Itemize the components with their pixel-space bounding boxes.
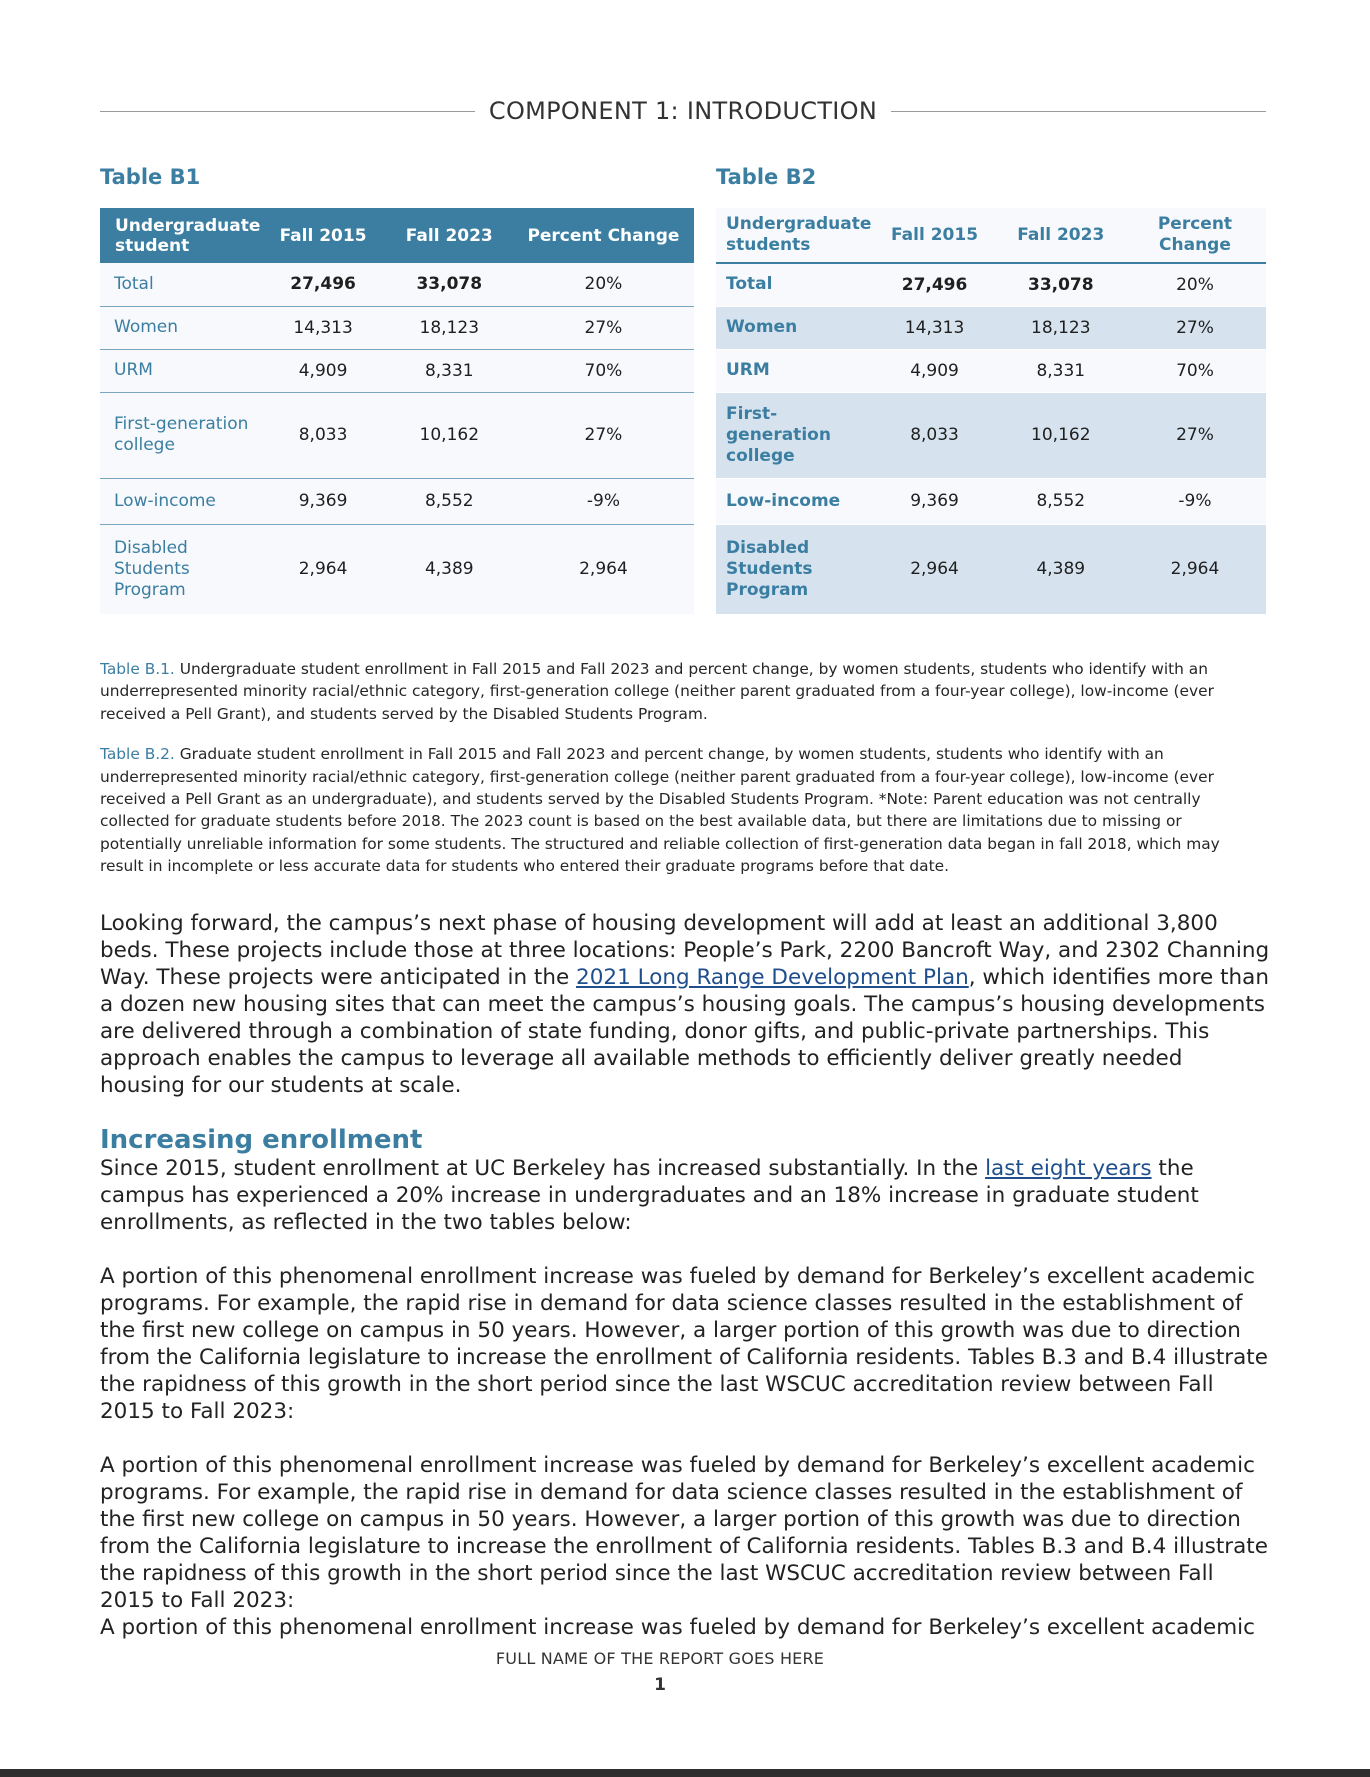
- table-cell: 9,369: [871, 478, 997, 524]
- section-heading-increasing-enrollment: Increasing enrollment: [100, 1125, 423, 1155]
- table-cell: 14,313: [871, 306, 997, 349]
- table-cell: 10,162: [998, 392, 1124, 478]
- table-cell: 4,389: [998, 524, 1124, 614]
- table-row: [716, 478, 1266, 524]
- row-label: First-generation college: [716, 392, 871, 478]
- table-b2-title: Table B2: [716, 165, 817, 189]
- table-cell: 33,078: [386, 263, 513, 306]
- footer-report-name: FULL NAME OF THE REPORT GOES HERE: [495, 1649, 825, 1668]
- paragraph-text: , which identifies more than a dozen new housing sites that can meet the campus’s housing goals. The campus’s housing developments are delivered through a combination of state funding, donor gifts, and public-private partnerships. This approach enables the campus to leverage all available methods to efficiently deliver greatly needed housing for our students at scale.: [100, 965, 1269, 1098]
- paragraph-text: the campus has experienced a 20% increase in undergraduates and an 18% increase in graduate student enrollments, as reflected in the two tables below:: [100, 1156, 1199, 1235]
- table-cell: 27%: [513, 392, 694, 478]
- table-b2-block: [716, 163, 1266, 615]
- table-row: [716, 349, 1266, 392]
- link-long-range-plan[interactable]: 2021 Long Range Development Plan: [576, 965, 969, 990]
- header-rule-right: [891, 111, 1266, 112]
- row-label: Low-income: [716, 478, 871, 524]
- table-cell: 4,389: [424, 559, 474, 580]
- table-row: [716, 263, 1266, 306]
- table-row: [100, 349, 694, 392]
- table-row: [716, 392, 1266, 478]
- row-label: Women: [716, 306, 871, 349]
- table-header-row: [100, 208, 694, 263]
- table-header-row: [716, 208, 1266, 263]
- table-cell: -9%: [513, 478, 694, 524]
- table-cell: 8,331: [998, 349, 1124, 392]
- table-cell: 4,909: [871, 349, 997, 392]
- table-row: [716, 306, 1266, 349]
- column-header: Fall 2015: [260, 208, 385, 263]
- row-label: First-generation college: [100, 392, 260, 478]
- page-header: [100, 96, 1266, 126]
- table-cell: 9,369: [260, 478, 385, 524]
- table-row: [100, 263, 694, 306]
- table-cell: 33,078: [998, 263, 1124, 306]
- table-b2: [716, 208, 1266, 615]
- table-cell: 27%: [1124, 392, 1266, 478]
- paragraph-text: Looking forward, the campus’s next phase of housing development will add at least an additional 3,800 beds. These projects include those at three locations: People’s Park, 2200 Bancroft Way, and 2302 Channing Way. These projects were anticipated in the: [100, 911, 1270, 990]
- table-cell: 2,964: [298, 559, 348, 580]
- table-row: [100, 306, 694, 349]
- page-footer: [0, 1648, 1370, 1695]
- table-b1-block: [100, 163, 694, 614]
- column-header: Percent Change: [1124, 208, 1266, 263]
- paragraph-enrollment: [100, 1155, 1272, 1236]
- caption-b1-text: Undergraduate student enrollment in Fall 2015 and Fall 2023 and percent change, by women students, students who identify with an underrepresented minority racial/ethnic category, first-generation college (neither parent graduated from a four-year college), low-income (ever received a Pell Grant), and students served by the Disabled Students Program.: [100, 660, 1214, 723]
- table-cell: 70%: [1124, 349, 1266, 392]
- table-cell: 2,964: [871, 524, 997, 614]
- table-cell: 14,313: [260, 306, 385, 349]
- table-cell: 8,552: [386, 478, 513, 524]
- table-cell: -9%: [1124, 478, 1266, 524]
- column-header: Fall 2015: [871, 208, 997, 263]
- table-cell: 2,964: [579, 559, 628, 580]
- table-cell: 27%: [1124, 306, 1266, 349]
- column-header: Undergraduate students: [716, 208, 871, 263]
- table-cell: 27%: [513, 306, 694, 349]
- caption-b2-label: Table B.2.: [100, 745, 175, 764]
- body-text: [100, 910, 1272, 1641]
- row-label: Disabled Students Program: [114, 537, 190, 600]
- row-label: URM: [716, 349, 871, 392]
- page-number: 1: [654, 1675, 666, 1695]
- column-header: Fall 2023: [998, 208, 1124, 263]
- table-cell: 8,552: [998, 478, 1124, 524]
- viewer-bottom-bar: [0, 1769, 1370, 1777]
- paragraph-phenomenal-3: A portion of this phenomenal enrollment increase was fueled by demand for Berkeley’s excellent academic: [100, 1615, 1255, 1640]
- paragraph-phenomenal-1: A portion of this phenomenal enrollment increase was fueled by demand for Berkeley’s excellent academic programs. For example, the rapid rise in demand for data science classes resulted in the establishment of the first new college on campus in 50 years. However, a larger portion of this growth was due to direction from the California legislature to increase the enrollment of California residents. Tables B.3 and B.4 illustrate the rapidness of this growth in the short period since the last WSCUC accreditation review between Fall 2015 to Fall 2023:: [100, 1264, 1268, 1424]
- table-cell: 27,496: [871, 263, 997, 306]
- table-cell: 8,033: [871, 392, 997, 478]
- table-row: [100, 392, 694, 478]
- row-label: Disabled Students Program: [716, 524, 871, 614]
- column-header: Undergraduate student: [100, 208, 260, 263]
- table-b1-title: Table B1: [100, 165, 201, 189]
- link-last-eight-years[interactable]: last eight years: [985, 1156, 1152, 1181]
- header-rule-left: [100, 111, 475, 112]
- table-cell: 20%: [1124, 263, 1266, 306]
- table-cell: 8,331: [386, 349, 513, 392]
- row-label: Total: [100, 263, 260, 306]
- table-cell: 27,496: [260, 263, 385, 306]
- table-row: [100, 524, 694, 614]
- row-label: Women: [100, 306, 260, 349]
- table-captions: [100, 658, 1266, 896]
- table-cell: 18,123: [998, 306, 1124, 349]
- caption-b1: [100, 658, 1266, 725]
- table-b1: [100, 208, 694, 614]
- caption-b1-label: Table B.1.: [100, 660, 175, 678]
- table-cell: 2,964: [1124, 524, 1266, 614]
- row-label: URM: [100, 349, 260, 392]
- row-label: Total: [716, 263, 871, 306]
- table-row: [100, 478, 694, 524]
- column-header: Fall 2023: [386, 208, 513, 263]
- table-cell: 18,123: [386, 306, 513, 349]
- caption-b2: [100, 743, 1266, 877]
- caption-b2-text: Graduate student enrollment in Fall 2015 and Fall 2023 and percent change, by women students, students who identify with an underrepresented minority racial/ethnic category, first-generation college (neither parent graduated from a four-year college), low-income (ever received a Pell Grant as an undergraduate), and students served by the Disabled Students Program. *Note: Parent education was not centrally collected for graduate students before 2018. The 2023 count is based on the best available data, but there are limitations due to missing or potentially unreliable information for some students. The structured and reliable collection of first-generation data began in fall 2018, which may result in incomplete or less accurate data for students who entered their graduate programs before that date.: [100, 745, 1220, 876]
- paragraph-phenomenal-2: A portion of this phenomenal enrollment increase was fueled by demand for Berkeley’s excellent academic programs. For example, the rapid rise in demand for data science classes resulted in the establishment of the first new college on campus in 50 years. However, a larger portion of this growth was due to direction from the California legislature to increase the enrollment of California residents. Tables B.3 and B.4 illustrate the rapidness of this growth in the short period since the last WSCUC accreditation review between Fall 2015 to Fall 2023:: [100, 1453, 1268, 1613]
- table-cell: 10,162: [386, 392, 513, 478]
- table-row: [716, 524, 1266, 614]
- row-label: Low-income: [100, 478, 260, 524]
- table-cell: 20%: [513, 263, 694, 306]
- header-title: COMPONENT 1: INTRODUCTION: [488, 97, 878, 125]
- paragraph-text: Since 2015, student enrollment at UC Berkeley has increased substantially. In the: [100, 1156, 986, 1181]
- table-cell: 70%: [513, 349, 694, 392]
- table-cell: 4,909: [260, 349, 385, 392]
- column-header: Percent Change: [513, 208, 694, 263]
- paragraph-housing: [100, 910, 1272, 1099]
- table-cell: 8,033: [260, 392, 385, 478]
